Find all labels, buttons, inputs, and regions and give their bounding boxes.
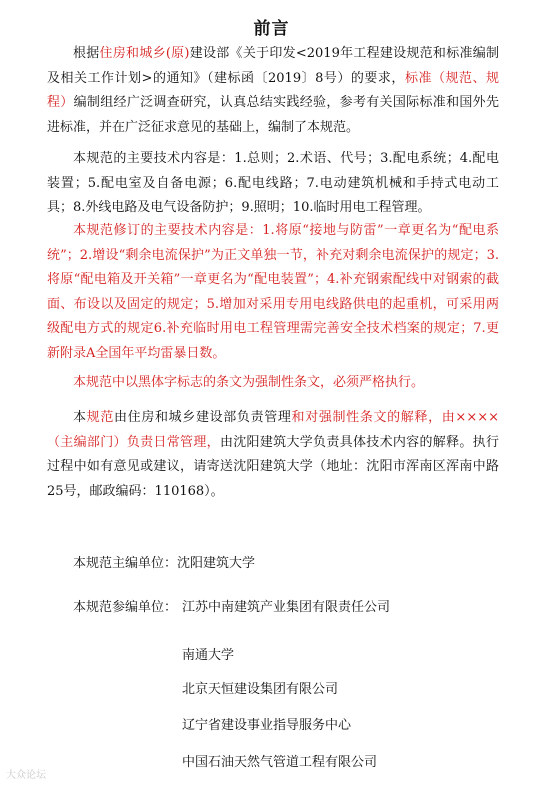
basis-text-2: 建设部《关于印发<2019年工程建设规范和标准编制及相关工作计划>的通知》（建标函〔2019〕8号）的要求， bbox=[47, 46, 499, 86]
paragraph-main-content: 本规范的主要技术内容是：1.总则；2.术语、代号；3.配电系统；4.配电装置；5.配电室及自备电源；6.配电线路；7.电动建筑机械和手持式电动工具；8.外线电路及电气设备防护；9.照明；10.临时用电工程管理。 bbox=[47, 151, 499, 215]
management-text-3: 由沈阳建筑大学负责具体技术内容的解释。执行过程中如有意见或建议，请寄送沈阳建筑大学（地址：沈阳市浑南区浑南中路25号，邮政编码：110168）。 bbox=[47, 434, 499, 499]
participating-unit-4: 辽宁省建设事业指导服务中心 bbox=[182, 718, 352, 733]
page-title: 前言 bbox=[253, 19, 290, 39]
management-highlight-1: 规范 bbox=[86, 410, 114, 425]
paragraph-mandatory-note: 本规范中以黑体字标志的条文为强制性条文，必须严格执行。 bbox=[73, 375, 425, 390]
watermark-logo: 大众论坛 bbox=[6, 770, 46, 781]
participating-unit-3: 北京天恒建设集团有限公司 bbox=[182, 682, 339, 697]
management-highlight-2: 和对强制性条文的解释，由××××（主编部门）负责日常管理， bbox=[47, 410, 499, 450]
participating-unit-1: 江苏中南建筑产业集团有限责任公司 bbox=[182, 600, 391, 615]
paragraph-revision-content: 本规范修订的主要技术内容是：1.将原“接地与防雷”一章更名为“配电系统”；2.增设“剩余电流保护”为正文单独一节，补充对剩余电流保护的规定；3.将原“配电箱及开关箱”一章更名为“配电装置”；4.补充钢索配线中对钢索的截面、布设以及固定的规定；5.增加对采用专用电线路供电的起重机，可采用两级配电方式的规定6.补充临时用电工程管理需完善安全技术档案的规定；7.更新附录A全国年平均雷暴日数。 bbox=[47, 223, 499, 361]
participating-unit-2: 南通大学 bbox=[182, 648, 235, 663]
paragraph-basis bbox=[47, 42, 499, 140]
basis-highlight-ministry: 住房和城乡(原) bbox=[99, 46, 190, 61]
participating-units-label: 本规范参编单位： bbox=[73, 600, 178, 615]
paragraph-management bbox=[47, 406, 499, 504]
basis-highlight-standard: 标准（规范、规程） bbox=[47, 70, 499, 110]
management-text-1: 本 bbox=[73, 410, 87, 425]
basis-text-1: 根据 bbox=[73, 46, 100, 61]
basis-text-3: 编制组经广泛调查研究，认真总结实践经验，参考有关国际标准和国外先进标准，并在广泛征求意见的基础上，编制了本规范。 bbox=[47, 95, 499, 135]
chief-editor-unit: 本规范主编单位：沈阳建筑大学 bbox=[73, 556, 256, 571]
participating-unit-5: 中国石油天然气管道工程有限公司 bbox=[182, 755, 378, 770]
management-text-2: 由住房和城乡建设部负责管理 bbox=[114, 410, 292, 425]
